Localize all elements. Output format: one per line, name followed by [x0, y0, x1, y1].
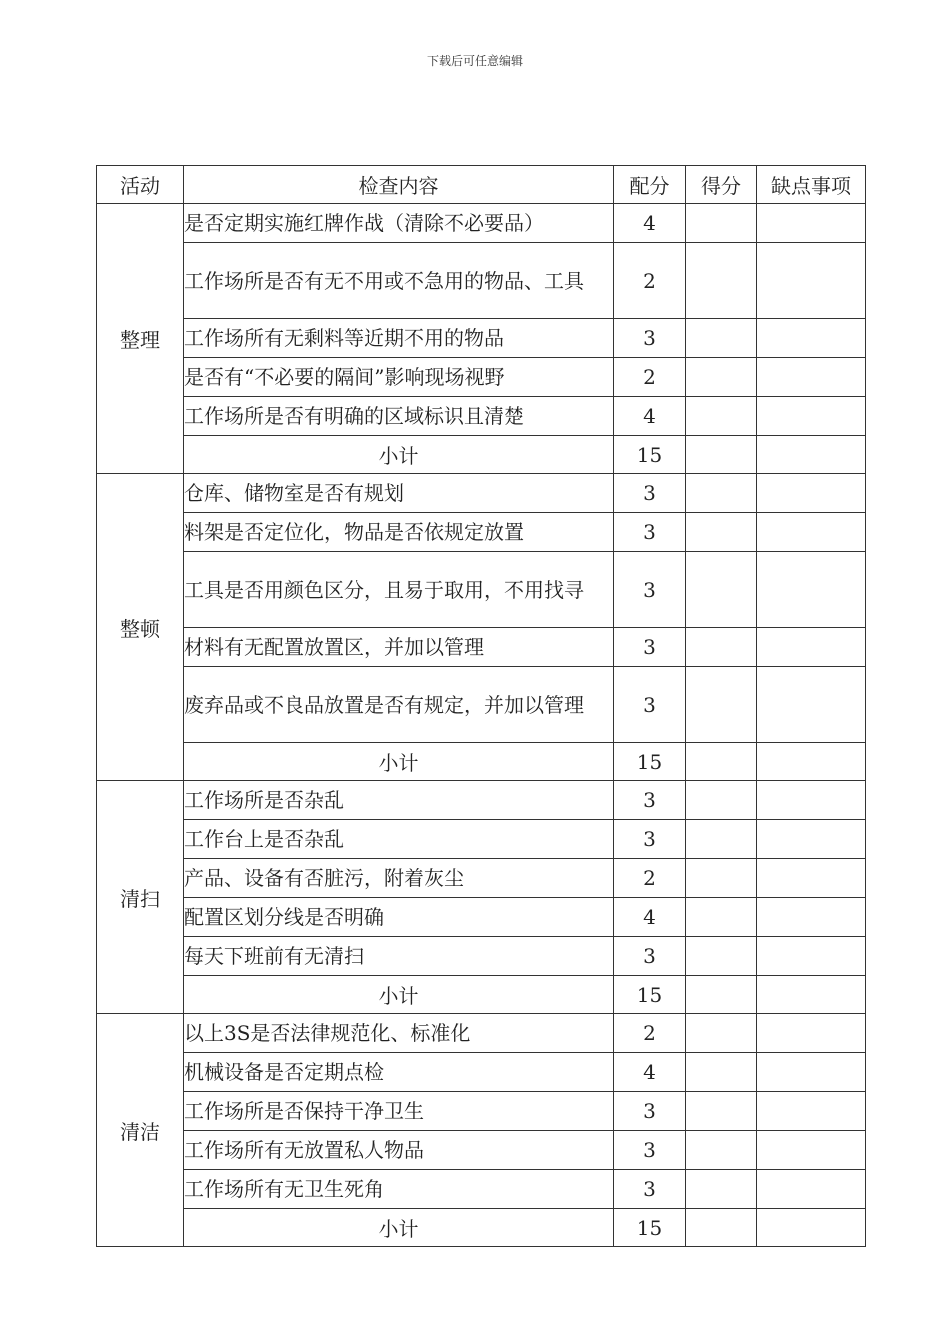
defects-cell[interactable]: [757, 204, 866, 243]
check-item-text: 工具是否用颜色区分，且易于取用，不用找寻: [184, 552, 614, 628]
subtotal-row: [97, 976, 866, 1014]
defects-cell[interactable]: [757, 474, 866, 513]
points-cell: 3: [614, 667, 686, 743]
score-cell[interactable]: [686, 319, 757, 358]
score-cell[interactable]: [686, 820, 757, 859]
col-content: 检查内容: [184, 166, 614, 204]
points-cell: 2: [614, 1014, 686, 1053]
check-item-text: 工作场所有无剩料等近期不用的物品: [184, 319, 614, 358]
checklist-table: [96, 165, 866, 1247]
check-item-text: 每天下班前有无清扫: [184, 937, 614, 976]
points-cell: 3: [614, 820, 686, 859]
check-item-text: 工作场所有无卫生死角: [184, 1170, 614, 1209]
score-cell[interactable]: [686, 243, 757, 319]
score-cell[interactable]: [686, 204, 757, 243]
defects-cell[interactable]: [757, 1053, 866, 1092]
defects-cell[interactable]: [757, 552, 866, 628]
points-cell: 3: [614, 319, 686, 358]
check-item-text: 机械设备是否定期点检: [184, 1053, 614, 1092]
subtotal-row: [97, 1209, 866, 1247]
table-row: [97, 319, 866, 358]
check-item-text: 工作场所有无放置私人物品: [184, 1131, 614, 1170]
check-item-text: 料架是否定位化，物品是否依规定放置: [184, 513, 614, 552]
check-item-text: 产品、设备有否脏污，附着灰尘: [184, 859, 614, 898]
defects-cell[interactable]: [757, 820, 866, 859]
table-body: [97, 204, 866, 1247]
table-row: [97, 781, 866, 820]
col-score: 得分: [686, 166, 757, 204]
defects-cell[interactable]: [757, 1170, 866, 1209]
subtotal-value: 15: [614, 1209, 686, 1247]
table-row: [97, 937, 866, 976]
score-cell[interactable]: [686, 628, 757, 667]
check-item-text: 以上3S是否法律规范化、标准化: [184, 1014, 614, 1053]
table-row: [97, 820, 866, 859]
defects-cell[interactable]: [757, 898, 866, 937]
check-item-text: 材料有无配置放置区，并加以管理: [184, 628, 614, 667]
check-item-text: 废弃品或不良品放置是否有规定，并加以管理: [184, 667, 614, 743]
section-name: 整理: [97, 204, 184, 474]
score-cell[interactable]: [686, 397, 757, 436]
check-item-text: 仓库、储物室是否有规划: [184, 474, 614, 513]
check-item-text: 是否定期实施红牌作战（清除不必要品）: [184, 204, 614, 243]
subtotal-score-cell[interactable]: [686, 1209, 757, 1247]
subtotal-defects-cell[interactable]: [757, 743, 866, 781]
subtotal-defects-cell[interactable]: [757, 436, 866, 474]
check-item-text: 工作台上是否杂乱: [184, 820, 614, 859]
check-item-text: 工作场所是否杂乱: [184, 781, 614, 820]
table-row: [97, 513, 866, 552]
points-cell: 3: [614, 628, 686, 667]
score-cell[interactable]: [686, 859, 757, 898]
defects-cell[interactable]: [757, 859, 866, 898]
score-cell[interactable]: [686, 937, 757, 976]
defects-cell[interactable]: [757, 1014, 866, 1053]
header-note: 下载后可任意编辑: [426, 54, 523, 68]
points-cell: 3: [614, 781, 686, 820]
check-item-text: 配置区划分线是否明确: [184, 898, 614, 937]
points-cell: 3: [614, 513, 686, 552]
check-item-text: 工作场所是否有无不用或不急用的物品、工具: [184, 243, 614, 319]
score-cell[interactable]: [686, 1092, 757, 1131]
score-cell[interactable]: [686, 513, 757, 552]
col-defects: 缺点事项: [757, 166, 866, 204]
defects-cell[interactable]: [757, 319, 866, 358]
points-cell: 4: [614, 204, 686, 243]
table-header-row: [97, 166, 866, 204]
subtotal-label: 小计: [184, 1209, 614, 1247]
check-item-text: 工作场所是否保持干净卫生: [184, 1092, 614, 1131]
table-row: [97, 358, 866, 397]
points-cell: 2: [614, 243, 686, 319]
section-name: 整顿: [97, 474, 184, 781]
score-cell[interactable]: [686, 898, 757, 937]
table-row: [97, 1131, 866, 1170]
defects-cell[interactable]: [757, 1131, 866, 1170]
table-row: [97, 667, 866, 743]
points-cell: 3: [614, 1092, 686, 1131]
section-name: 清洁: [97, 1014, 184, 1247]
table-row: [97, 474, 866, 513]
score-cell[interactable]: [686, 667, 757, 743]
col-activity: 活动: [97, 166, 184, 204]
subtotal-defects-cell[interactable]: [757, 976, 866, 1014]
subtotal-label: 小计: [184, 976, 614, 1014]
score-cell[interactable]: [686, 1131, 757, 1170]
table-row: [97, 1053, 866, 1092]
subtotal-row: [97, 436, 866, 474]
table-row: [97, 628, 866, 667]
subtotal-label: 小计: [184, 743, 614, 781]
table-row: [97, 397, 866, 436]
score-cell[interactable]: [686, 358, 757, 397]
table-row: [97, 859, 866, 898]
defects-cell[interactable]: [757, 358, 866, 397]
table-row: [97, 1170, 866, 1209]
table-row: [97, 1014, 866, 1053]
points-cell: 4: [614, 898, 686, 937]
points-cell: 2: [614, 358, 686, 397]
defects-cell[interactable]: [757, 513, 866, 552]
defects-cell[interactable]: [757, 781, 866, 820]
check-item-text: 是否有“不必要的隔间”影响现场视野: [184, 358, 614, 397]
score-cell[interactable]: [686, 781, 757, 820]
subtotal-score-cell[interactable]: [686, 743, 757, 781]
score-cell[interactable]: [686, 1053, 757, 1092]
check-item-text: 工作场所是否有明确的区域标识且清楚: [184, 397, 614, 436]
points-cell: 3: [614, 1131, 686, 1170]
points-cell: 2: [614, 859, 686, 898]
points-cell: 4: [614, 397, 686, 436]
table-row: [97, 898, 866, 937]
score-cell[interactable]: [686, 552, 757, 628]
points-cell: 4: [614, 1053, 686, 1092]
points-cell: 3: [614, 474, 686, 513]
table-row: [97, 1092, 866, 1131]
score-cell[interactable]: [686, 474, 757, 513]
table-row: [97, 552, 866, 628]
defects-cell[interactable]: [757, 243, 866, 319]
score-cell[interactable]: [686, 1170, 757, 1209]
subtotal-row: [97, 743, 866, 781]
score-cell[interactable]: [686, 1014, 757, 1053]
table-row: [97, 204, 866, 243]
defects-cell[interactable]: [757, 667, 866, 743]
subtotal-label: 小计: [184, 436, 614, 474]
subtotal-score-cell[interactable]: [686, 436, 757, 474]
col-points: 配分: [614, 166, 686, 204]
subtotal-value: 15: [614, 743, 686, 781]
defects-cell[interactable]: [757, 1092, 866, 1131]
subtotal-value: 15: [614, 436, 686, 474]
section-name: 清扫: [97, 781, 184, 1014]
subtotal-value: 15: [614, 976, 686, 1014]
table-row: [97, 243, 866, 319]
subtotal-score-cell[interactable]: [686, 976, 757, 1014]
points-cell: 3: [614, 1170, 686, 1209]
defects-cell[interactable]: [757, 628, 866, 667]
defects-cell[interactable]: [757, 397, 866, 436]
subtotal-defects-cell[interactable]: [757, 1209, 866, 1247]
points-cell: 3: [614, 937, 686, 976]
points-cell: 3: [614, 552, 686, 628]
defects-cell[interactable]: [757, 937, 866, 976]
